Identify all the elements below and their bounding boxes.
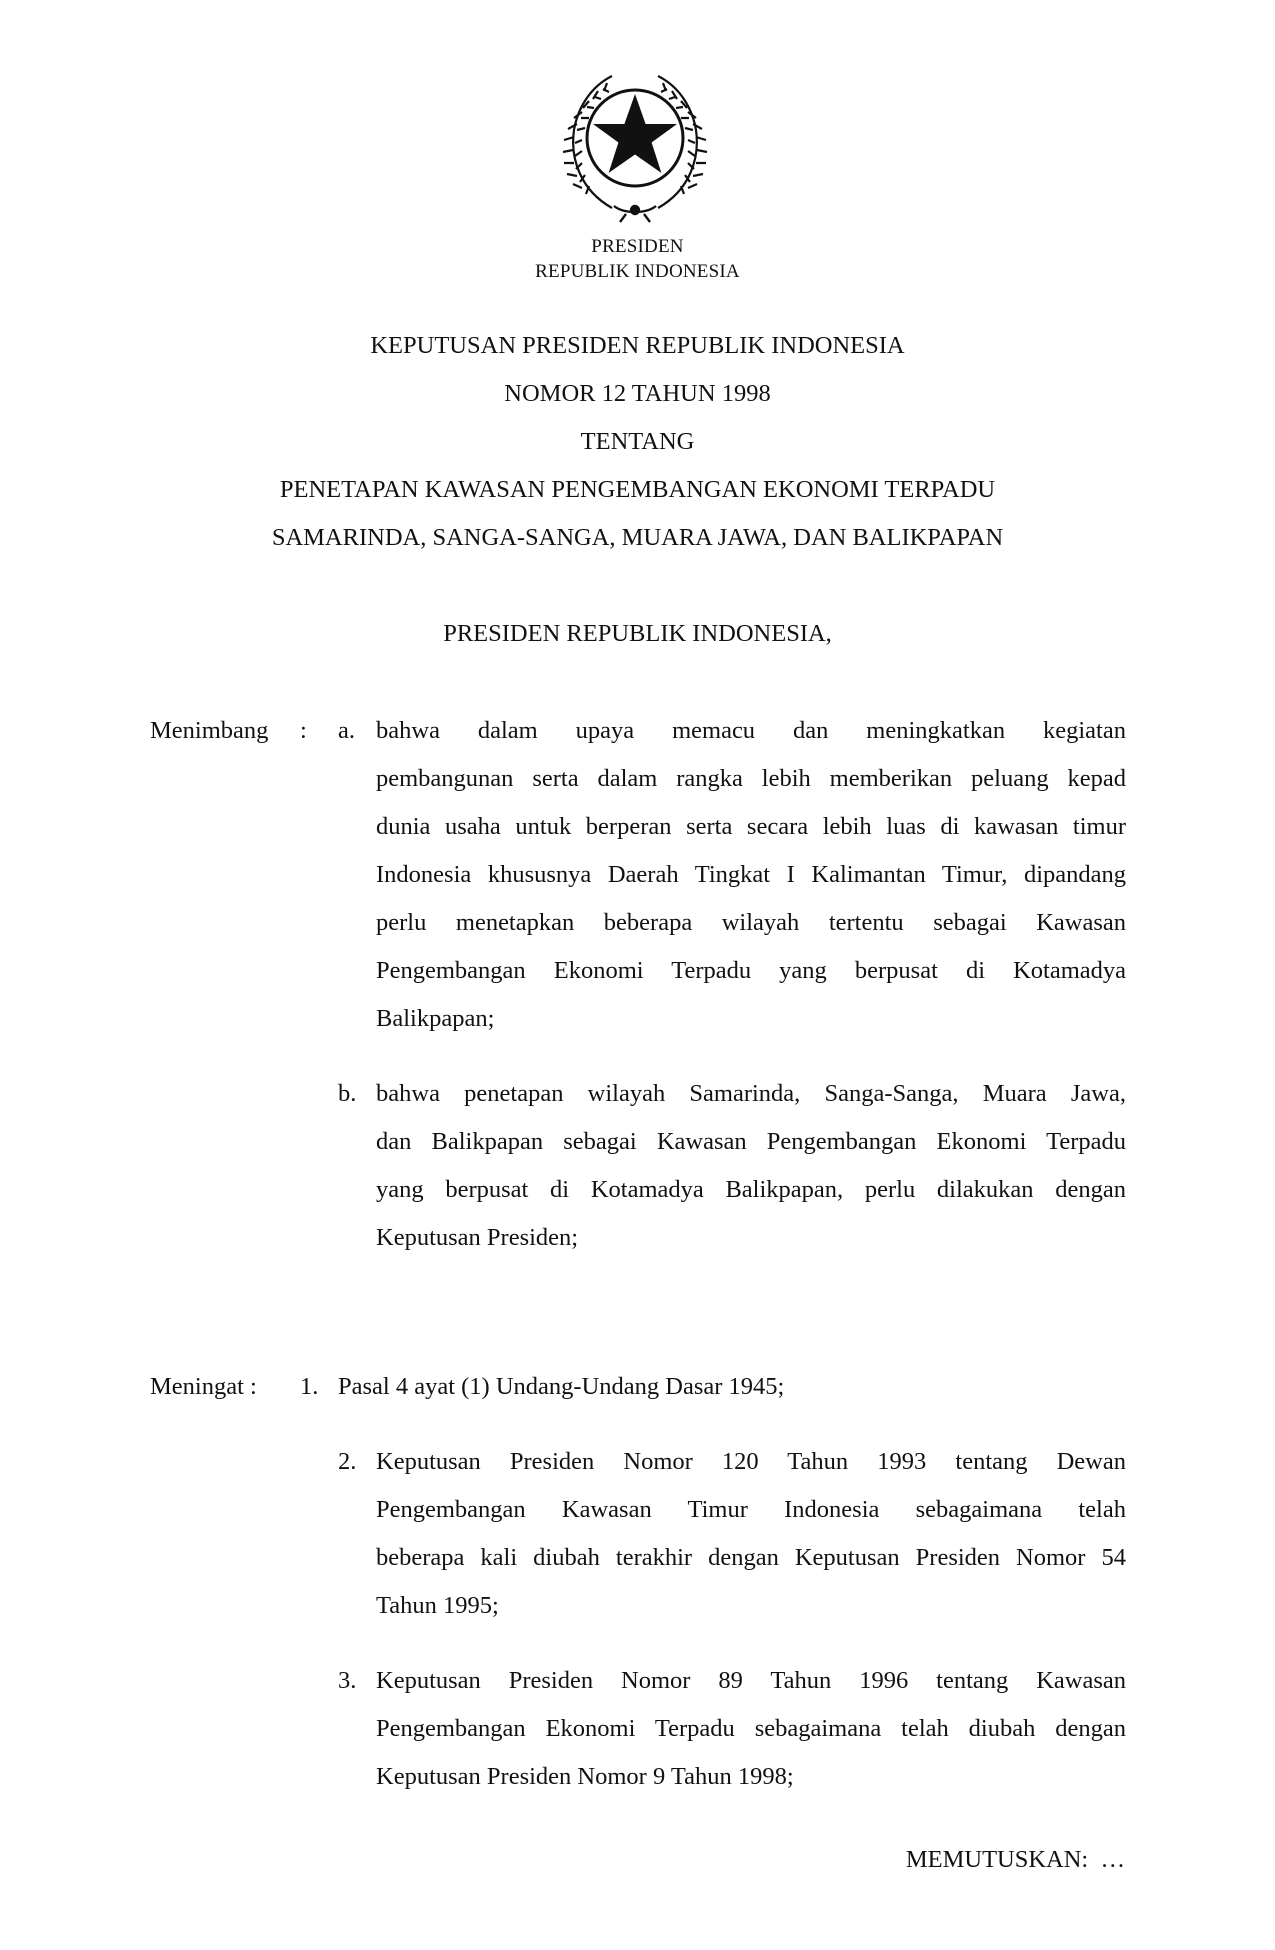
menimbang-item-a-line: perlu menetapkan beberapa wilayah tertentu sebagai Kawasan xyxy=(376,909,1126,936)
menimbang-item-a-line: pembangunan serta dalam rangka lebih memberikan peluang kepad xyxy=(376,765,1126,792)
menimbang-item-b-line: dan Balikpapan sebagai Kawasan Pengembangan Ekonomi Terpadu xyxy=(376,1128,1126,1155)
star-icon xyxy=(593,94,677,173)
mengingat-item-2-marker: 2. xyxy=(338,1448,357,1475)
letterhead-line-2: REPUBLIK INDONESIA xyxy=(535,261,740,282)
menimbang-item-a-line: Indonesia khususnya Daerah Tingkat I Kalimantan Timur, dipandang xyxy=(376,861,1126,888)
menimbang-item-a-line: Balikpapan; xyxy=(376,1005,495,1032)
mengingat-item-1-line: Pasal 4 ayat (1) Undang-Undang Dasar 1945; xyxy=(338,1373,785,1400)
presidential-seal-emblem xyxy=(552,58,718,224)
mengingat-item-1-marker: 1. xyxy=(300,1373,319,1400)
menimbang-item-b-line: bahwa penetapan wilayah Samarinda, Sanga-Sanga, Muara Jawa, xyxy=(376,1080,1126,1107)
decree-number: NOMOR 12 TAHUN 1998 xyxy=(504,380,771,407)
menimbang-item-b-marker: b. xyxy=(338,1080,357,1107)
mengingat-item-2-line: Tahun 1995; xyxy=(376,1592,499,1619)
mengingat-item-3-marker: 3. xyxy=(338,1667,357,1694)
menimbang-label: Menimbang xyxy=(150,717,269,744)
mengingat-item-3-line: Keputusan Presiden Nomor 89 Tahun 1996 tentang Kawasan xyxy=(376,1667,1126,1694)
decree-subject-line-2: SAMARINDA, SANGA-SANGA, MUARA JAWA, DAN BALIKPAPAN xyxy=(271,524,1004,551)
mengingat-item-2-line: beberapa kali diubah terakhir dengan Keputusan Presiden Nomor 54 xyxy=(376,1544,1126,1571)
continuation-marker: MEMUTUSKAN: … xyxy=(905,1846,1125,1873)
letterhead-line-1: PRESIDEN xyxy=(591,236,684,257)
menimbang-colon: : xyxy=(300,717,307,744)
mengingat-label: Meningat : xyxy=(150,1373,257,1400)
decree-title: KEPUTUSAN PRESIDEN REPUBLIK INDONESIA xyxy=(370,332,905,359)
decree-tentang: TENTANG xyxy=(580,428,695,455)
addressee: PRESIDEN REPUBLIK INDONESIA, xyxy=(443,620,832,647)
decree-subject-line-1: PENETAPAN KAWASAN PENGEMBANGAN EKONOMI TERPADU xyxy=(279,476,996,503)
menimbang-item-b-line: yang berpusat di Kotamadya Balikpapan, perlu dilakukan dengan xyxy=(376,1176,1126,1203)
menimbang-item-a-marker: a. xyxy=(338,717,355,744)
mengingat-item-2-line: Pengembangan Kawasan Timur Indonesia sebagaimana telah xyxy=(376,1496,1126,1523)
menimbang-item-b-line: Keputusan Presiden; xyxy=(376,1224,579,1251)
menimbang-item-a-line: bahwa dalam upaya memacu dan meningkatkan kegiatan xyxy=(376,717,1126,744)
menimbang-item-a-line: Pengembangan Ekonomi Terpadu yang berpusat di Kotamadya xyxy=(376,957,1126,984)
mengingat-item-2-line: Keputusan Presiden Nomor 120 Tahun 1993 tentang Dewan xyxy=(376,1448,1126,1475)
mengingat-item-3-line: Keputusan Presiden Nomor 9 Tahun 1998; xyxy=(376,1763,794,1790)
mengingat-item-3-line: Pengembangan Ekonomi Terpadu sebagaimana telah diubah dengan xyxy=(376,1715,1126,1742)
menimbang-item-a-line: dunia usaha untuk berperan serta secara lebih luas di kawasan timur xyxy=(376,813,1126,840)
